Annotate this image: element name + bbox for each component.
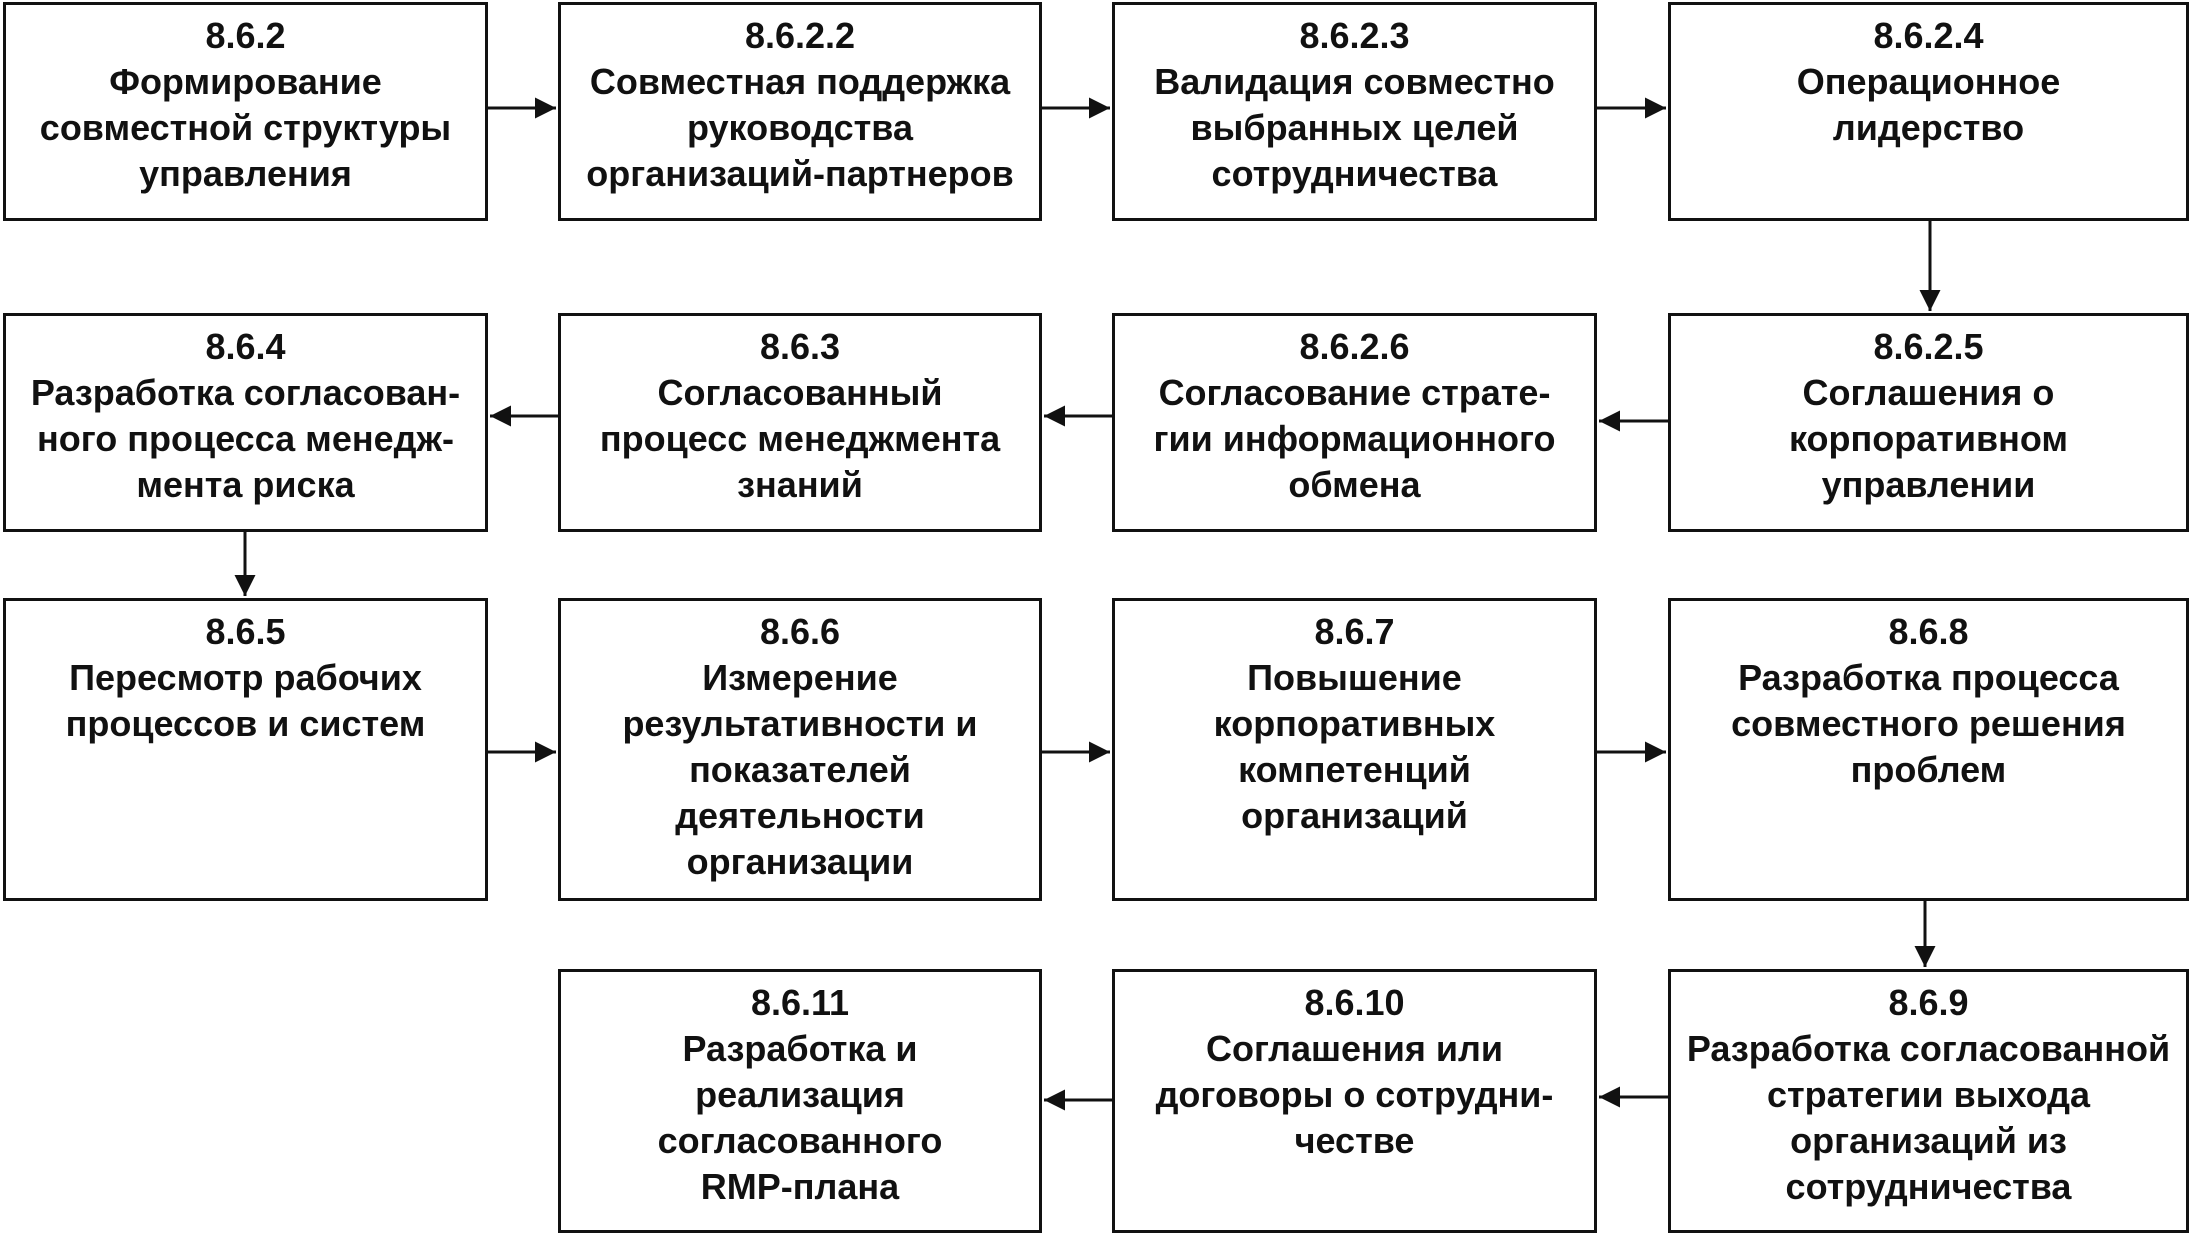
step-number: 8.6.4: [205, 326, 286, 367]
step-number: 8.6.2.3: [1299, 15, 1410, 56]
step-title: Согласованный процесс менеджмента знаний: [599, 372, 1001, 505]
step-title: Повышение корпоративных компетенций организаций: [1213, 657, 1496, 836]
step-number: 8.6.8: [1888, 611, 1969, 652]
step-title: Операционное лидерство: [1796, 61, 2061, 148]
step-number: 8.6.2.6: [1299, 326, 1410, 367]
step-number: 8.6.3: [759, 326, 841, 367]
step-title: Разработка согласованной стратегии выхода организаций из сотрудничества: [1686, 1028, 2171, 1207]
step-title: Измерение результативности и показателей деятельности организации: [622, 657, 978, 882]
step-title: Валидация совместно выбранных целей сотрудничества: [1154, 61, 1555, 194]
step-title: Формирование совместной структуры управления: [39, 61, 452, 194]
step-number: 8.6.11: [750, 982, 850, 1023]
step-title: Согласование страте- гии информационного обмена: [1153, 372, 1556, 505]
step-number: 8.6.7: [1314, 611, 1395, 652]
step-number: 8.6.2.4: [1873, 15, 1984, 56]
step-number: 8.6.2.5: [1873, 326, 1984, 367]
step-number: 8.6.2: [205, 15, 286, 56]
step-title: Разработка согласован- ного процесса менедж- мента риска: [30, 372, 461, 505]
step-title: Разработка и реализация согласованного RMP-плана: [657, 1028, 943, 1207]
step-title: Пересмотр рабочих процессов и систем: [65, 657, 426, 744]
step-number: 8.6.10: [1304, 982, 1405, 1023]
step-number: 8.6.6: [759, 611, 841, 652]
step-number: 8.6.5: [205, 611, 286, 652]
step-title: Совместная поддержка руководства организаций-партнеров: [586, 61, 1014, 194]
step-title: Соглашения о корпоративном управлении: [1788, 372, 2069, 505]
step-title: Разработка процесса совместного решения проблем: [1731, 657, 2126, 790]
step-number: 8.6.2.2: [744, 15, 856, 56]
step-number: 8.6.9: [1888, 982, 1969, 1023]
step-title: Соглашения или договоры о сотрудни- честве: [1155, 1028, 1554, 1161]
